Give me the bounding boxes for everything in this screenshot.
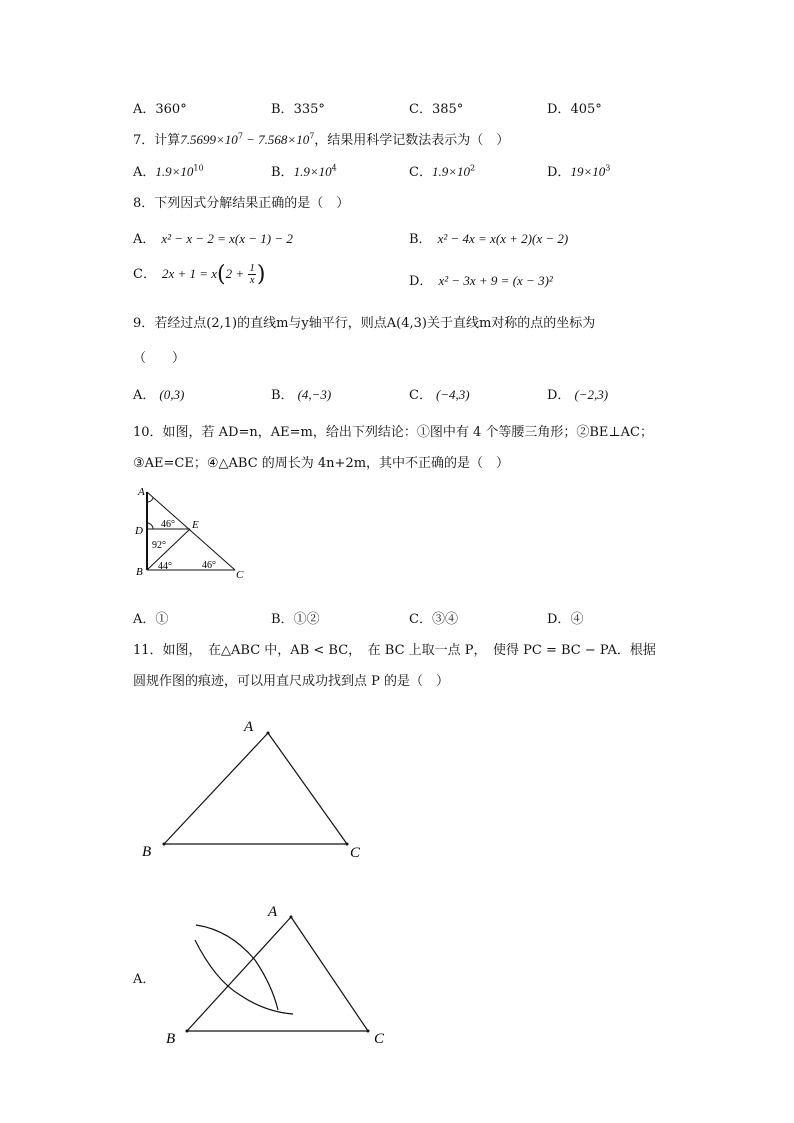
option-label: A． xyxy=(133,232,156,247)
option-label: C． xyxy=(409,388,432,403)
option-label: B． xyxy=(271,165,294,180)
fraction-denominator: x xyxy=(249,274,255,286)
q7-exp-b: 7 xyxy=(309,131,315,141)
point-label-c: C xyxy=(350,845,361,861)
q6-option-c[interactable] xyxy=(409,98,463,117)
option-label: A． xyxy=(133,102,156,117)
q11-line1: 11．如图， 在△ABC 中，AB < BC， 在 BC 上取一点 P， 使得 PC = BC − PA．根据 xyxy=(133,643,656,658)
point-label-d: D xyxy=(135,525,143,537)
q7-option-c[interactable] xyxy=(409,161,475,180)
q10-line2: ③AE=CE；④△ABC 的周长为 4n+2m，其中不正确的是（ ） xyxy=(133,456,510,471)
option-text: ③④ xyxy=(431,612,458,627)
q10-option-d[interactable] xyxy=(547,608,583,627)
q10-option-a[interactable] xyxy=(133,608,168,627)
fraction xyxy=(248,263,256,286)
side-ac xyxy=(147,492,235,570)
construction-arc-2 xyxy=(195,940,293,1014)
option-whole: 2 + xyxy=(225,266,248,281)
q7-exp-a: 7 xyxy=(237,131,243,141)
option-base: 19×10 xyxy=(570,164,606,179)
point-label-e: E xyxy=(192,519,199,531)
option-label: C． xyxy=(409,612,432,627)
q11-option-a-figure[interactable] xyxy=(160,900,400,1055)
side-ab xyxy=(164,733,268,844)
option-label: C． xyxy=(133,267,156,282)
option-text: x² − x − 2 = x(x − 1) − 2 xyxy=(161,231,293,246)
option-text: ①② xyxy=(293,612,320,627)
angle-label-46-bottom: 46° xyxy=(202,560,216,571)
option-label: A． xyxy=(133,165,156,180)
option-exp: 4 xyxy=(331,163,337,173)
option-label: A． xyxy=(133,612,156,627)
option-label: A． xyxy=(133,388,156,403)
option-exp: 10 xyxy=(193,163,204,173)
q6-option-d[interactable] xyxy=(547,98,602,117)
q11-line2: 圆规作图的痕迹，可以用直尺成功找到点 P 的是（ ） xyxy=(133,674,450,689)
option-label: B． xyxy=(271,388,294,403)
q8-stem: 8．下列因式分解结果正确的是（ ） xyxy=(133,196,350,211)
option-text: x² − 4x = x(x + 2)(x − 2) xyxy=(437,231,569,246)
q7-option-a[interactable] xyxy=(133,161,204,180)
q10-figure xyxy=(130,482,255,582)
q7-expr-a: 7.5699×10 xyxy=(180,132,238,147)
side-ac xyxy=(268,733,347,844)
q11-option-a-label[interactable]: A． xyxy=(133,972,156,987)
q10-line1: 10．如图，若 AD=n，AE=m，给出下列结论：①图中有 4 个等腰三角形；②BE⊥AC； xyxy=(133,425,653,440)
option-label: D． xyxy=(547,102,571,117)
option-label: D． xyxy=(547,612,571,627)
option-text: (−4,3) xyxy=(435,387,470,402)
option-text: (0,3) xyxy=(159,387,185,402)
option-text: 360° xyxy=(155,102,187,117)
option-label: D． xyxy=(547,388,571,403)
option-text: 335° xyxy=(293,102,325,117)
q7-expr-b: − 7.568×10 xyxy=(242,132,310,147)
point-label-c: C xyxy=(374,1031,385,1047)
q7-prefix: 7．计算 xyxy=(133,133,181,148)
option-base: 1.9×10 xyxy=(431,164,470,179)
point-label-c: C xyxy=(236,569,244,581)
construction-arc-1 xyxy=(196,925,278,1010)
q8-option-a[interactable] xyxy=(133,228,293,247)
option-base: 1.9×10 xyxy=(155,164,194,179)
q9-option-b[interactable] xyxy=(271,384,331,403)
q6-option-a[interactable] xyxy=(133,98,187,117)
q8-option-d[interactable] xyxy=(409,270,553,289)
option-pre: 2x + 1 = x xyxy=(161,266,218,281)
vertex-a xyxy=(290,916,293,919)
option-label: C． xyxy=(409,165,432,180)
point-label-b: B xyxy=(166,1031,176,1047)
vertex-b xyxy=(163,843,166,846)
q7-option-b[interactable] xyxy=(271,161,337,180)
q9-blank: （ ） xyxy=(133,351,186,366)
point-label-a: A xyxy=(138,486,145,498)
q9-option-c[interactable] xyxy=(409,384,470,403)
q9-option-d[interactable] xyxy=(547,384,608,403)
point-label-b: B xyxy=(136,566,143,578)
vertex-c xyxy=(367,1030,370,1033)
option-text: (4,−3) xyxy=(297,387,332,402)
angle-label-44: 44° xyxy=(158,561,172,572)
angle-label-92: 92° xyxy=(152,540,166,551)
q10-option-c[interactable] xyxy=(409,608,458,627)
option-text: (−2,3) xyxy=(574,387,609,402)
q8-option-b[interactable] xyxy=(409,228,568,247)
side-ab xyxy=(187,917,291,1031)
vertex-b xyxy=(186,1030,189,1033)
q11-figure xyxy=(135,710,375,865)
option-label: D． xyxy=(409,274,433,289)
side-ac xyxy=(291,917,368,1031)
paren-close: ) xyxy=(256,262,266,287)
option-label: B． xyxy=(271,102,294,117)
q6-option-b[interactable] xyxy=(271,98,325,117)
q10-option-b[interactable] xyxy=(271,608,320,627)
option-label: C． xyxy=(409,102,432,117)
vertex-c xyxy=(346,843,349,846)
option-label: B． xyxy=(409,232,432,247)
option-exp: 2 xyxy=(469,163,476,173)
point-label-b: B xyxy=(142,844,152,860)
q7-option-d[interactable] xyxy=(547,161,610,180)
option-label: D． xyxy=(547,165,571,180)
q7-suffix: ，结果用科学记数法表示为（ ） xyxy=(314,133,510,148)
vertex-a xyxy=(267,732,270,735)
q9-stem: 9．若经过点(2,1)的直线m与y轴平行，则点A(4,3)关于直线m对称的点的坐标为 xyxy=(133,316,596,331)
q8-option-c[interactable] xyxy=(133,262,266,287)
angle-label-46-top: 46° xyxy=(161,519,175,530)
fraction-numerator: 1 xyxy=(249,262,255,274)
option-text: ① xyxy=(155,612,169,627)
option-text: ④ xyxy=(570,612,584,627)
option-base: 1.9×10 xyxy=(293,164,332,179)
option-text: 405° xyxy=(570,102,602,117)
option-label: B． xyxy=(271,612,294,627)
paren-open: ( xyxy=(217,262,226,287)
option-text: x² − 3x + 9 = (x − 3)² xyxy=(438,273,553,288)
q7-stem xyxy=(133,129,509,148)
q9-option-a[interactable] xyxy=(133,384,184,403)
option-text: 385° xyxy=(431,102,464,117)
option-exp: 3 xyxy=(605,163,611,173)
point-label-a: A xyxy=(268,904,278,920)
point-label-a: A xyxy=(244,719,254,735)
